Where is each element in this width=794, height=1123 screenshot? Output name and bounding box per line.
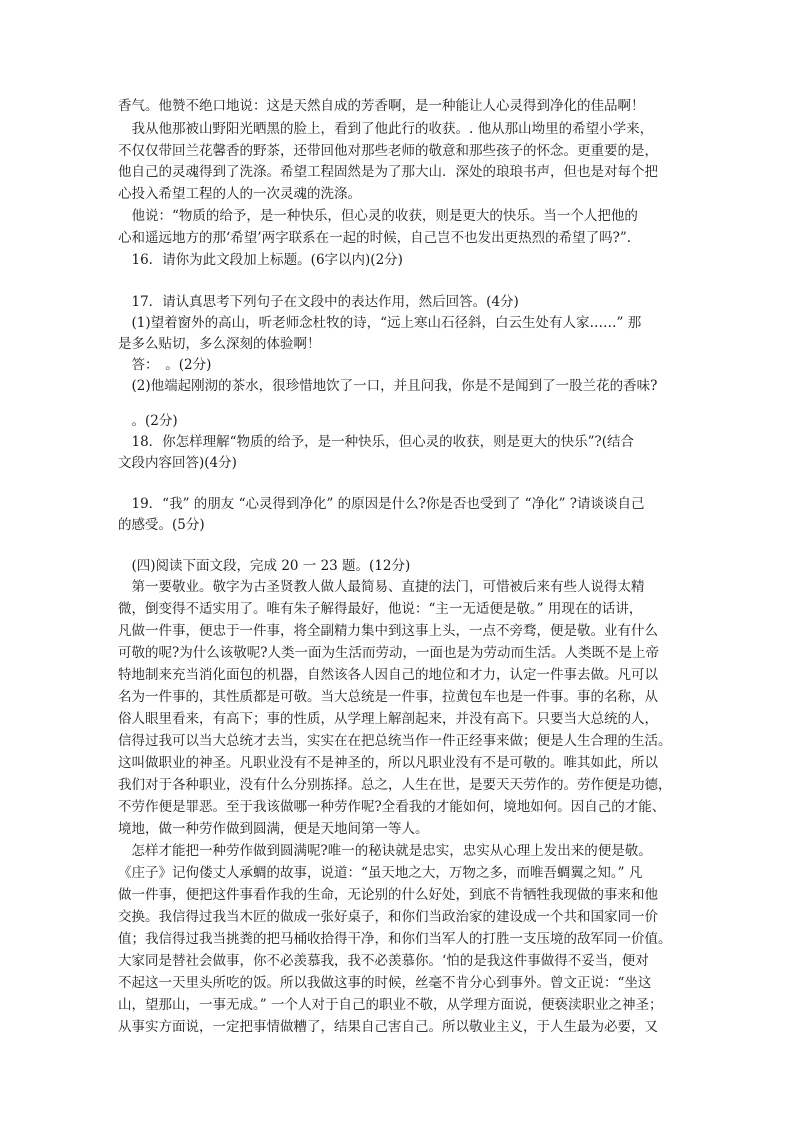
text-line: 大家同是替社会做事，你不必羡慕我，我不必羡慕你。‘怕的是我这件事做得不妥当，便对: [118, 953, 649, 969]
text-line: (1)望着窗外的高山，听老师念杜牧的诗，“远上寒山石径斜，白云生处有人家……” 那: [118, 315, 642, 331]
question-17: 17．请认真思考下列句子在文段中的表达作用，然后回答。(4分): [118, 294, 519, 310]
text-line: 不起这一天里头所吃的饭。所以我做这事的时候，丝毫不肯分心到事外。曾文正说：“坐这: [118, 975, 652, 991]
text-line: 是多么贴切，多么深刻的体验啊！: [118, 336, 321, 352]
text-line: 不仅仅带回兰花馨香的野茶，还带回他对那些老师的敬意和那些孩子的怀念。更重要的是，: [118, 143, 658, 159]
text-line: 交换。我信得过我当木匠的做成一张好桌子，和你们当政治家的建设成一个共和国家同一价: [118, 909, 658, 925]
answer-line: 。(2分): [118, 413, 178, 429]
text-line: 《庄子》记佝偻丈人承蜩的故事，说道：“虽天地之大，万物之多，而唯吾蜩翼之知。” 凡: [118, 865, 643, 881]
question-16: 16．请你为此文段加上标题。(6字以内)(2分): [118, 252, 403, 268]
text-line: 微，倒变得不适实用了。唯有朱子解得最好，他说：“主一无适便是敬。” 用现在的话讲，: [118, 601, 643, 617]
text-line: (2)他端起刚沏的茶水，很珍惜地饮了一口，并且问我，你是不是闻到了一股兰花的香味?: [118, 378, 658, 394]
text-line: 做一件事，便把这件事看作我的生命，无论别的什么好处，到底不肯牺牲我现做的事来和他: [118, 887, 658, 903]
answer-line: 答： 。(2分): [118, 357, 212, 373]
text-line: 文段内容回答)(4分): [118, 455, 237, 471]
text-line: 我们对于各种职业，没有什么分别拣择。总之，人生在世，是要天天劳作的。劳作便是功德，: [118, 777, 672, 793]
text-line: 山，望那山，一事无成。” 一个人对于自己的职业不敬，从学理方面说，便亵渎职业之神圣；: [118, 997, 663, 1013]
text-line: 不劳作便是罪恶。至于我该做哪一种劳作呢?全看我的才能如何，境地如何。因自己的才能、: [118, 799, 666, 815]
text-line: 香气。他赞不绝口地说：这是天然自成的芳香啊，是一种能让人心灵得到净化的佳品啊！: [118, 98, 645, 114]
text-line: 怎样才能把一种劳作做到圆满呢?唯一的秘诀就是忠实，忠实从心理上发出来的便是敬。: [118, 843, 652, 859]
text-line: 我从他那被山野阳光晒黑的脸上，看到了他此行的收获。. 他从那山坳里的希望小学来，: [118, 121, 654, 137]
text-line: 信得过我可以当大总统才去当，实实在在把总统当作一件正经事来做；便是人生合理的生活。: [118, 733, 672, 749]
question-18: 18．你怎样理解“物质的给予，是一种快乐，但心灵的收获，则是更大的快乐”?(结合: [118, 434, 634, 450]
text-line: 境地，做一种劳作做到圆满，便是天地间第一等人。: [118, 821, 429, 837]
text-line: 俗人眼里看来，有高下；事的性质，从学理上解剖起来，并没有高下。只要当大总统的人，: [118, 711, 658, 727]
text-line: 他说：“物质的给予，是一种快乐，但心灵的收获，则是更大的快乐。当一个人把他的: [118, 208, 638, 224]
text-line: 心和遥远地方的那‘希望’两字联系在一起的时候，自己岂不也发出更热烈的希望了吗?”.: [118, 230, 632, 246]
text-line: 心投入希望工程的人的一次灵魂的洗涤。: [118, 186, 361, 202]
text-line: 可敬的呢?为什么该敬呢?人类一面为生活而劳动，一面也是为劳动而生活。人类既不是上帝: [118, 645, 659, 661]
section-heading: (四)阅读下面文段，完成 20 一 23 题。(12分): [118, 558, 411, 574]
text-line: 特地制来充当消化面包的机器，自然该各人因自己的地位和才力，认定一件事去做。凡可以: [118, 667, 658, 683]
text-line: 从事实方面说，一定把事情做糟了，结果自己害自己。所以敬业主义，于人生最为必要，又: [118, 1019, 658, 1035]
question-19: 19．“我” 的朋友 “心灵得到净化” 的原因是什么?你是否也受到了 “净化” ?请谈谈自己: [118, 496, 645, 512]
text-line: 值；我信得过我当挑粪的把马桶收拾得干净，和你们当军人的打胜一支压境的敌军同一价值。: [118, 931, 672, 947]
text-line: 名为一件事的，其性质都是可敬。当大总统是一件事，拉黄包车也是一件事。事的名称，从: [118, 689, 658, 705]
text-line: 的感受。(5分): [118, 517, 205, 533]
text-line: 第一要敬业。敬字为古圣贤教人做人最简易、直捷的法门，可惜被后来有些人说得太精: [118, 579, 645, 595]
text-line: 这叫做职业的神圣。凡职业没有不是神圣的，所以凡职业没有不是可敬的。唯其如此，所以: [118, 755, 658, 771]
text-line: 凡做一件事，便忠于一件事，将全副精力集中到这事上头，一点不旁骛，便是敬。业有什么: [118, 623, 658, 639]
text-line: 他自己的灵魂得到了洗涤。希望工程固然是为了那大山．深处的琅琅书声，但也是对每个把: [118, 164, 658, 180]
